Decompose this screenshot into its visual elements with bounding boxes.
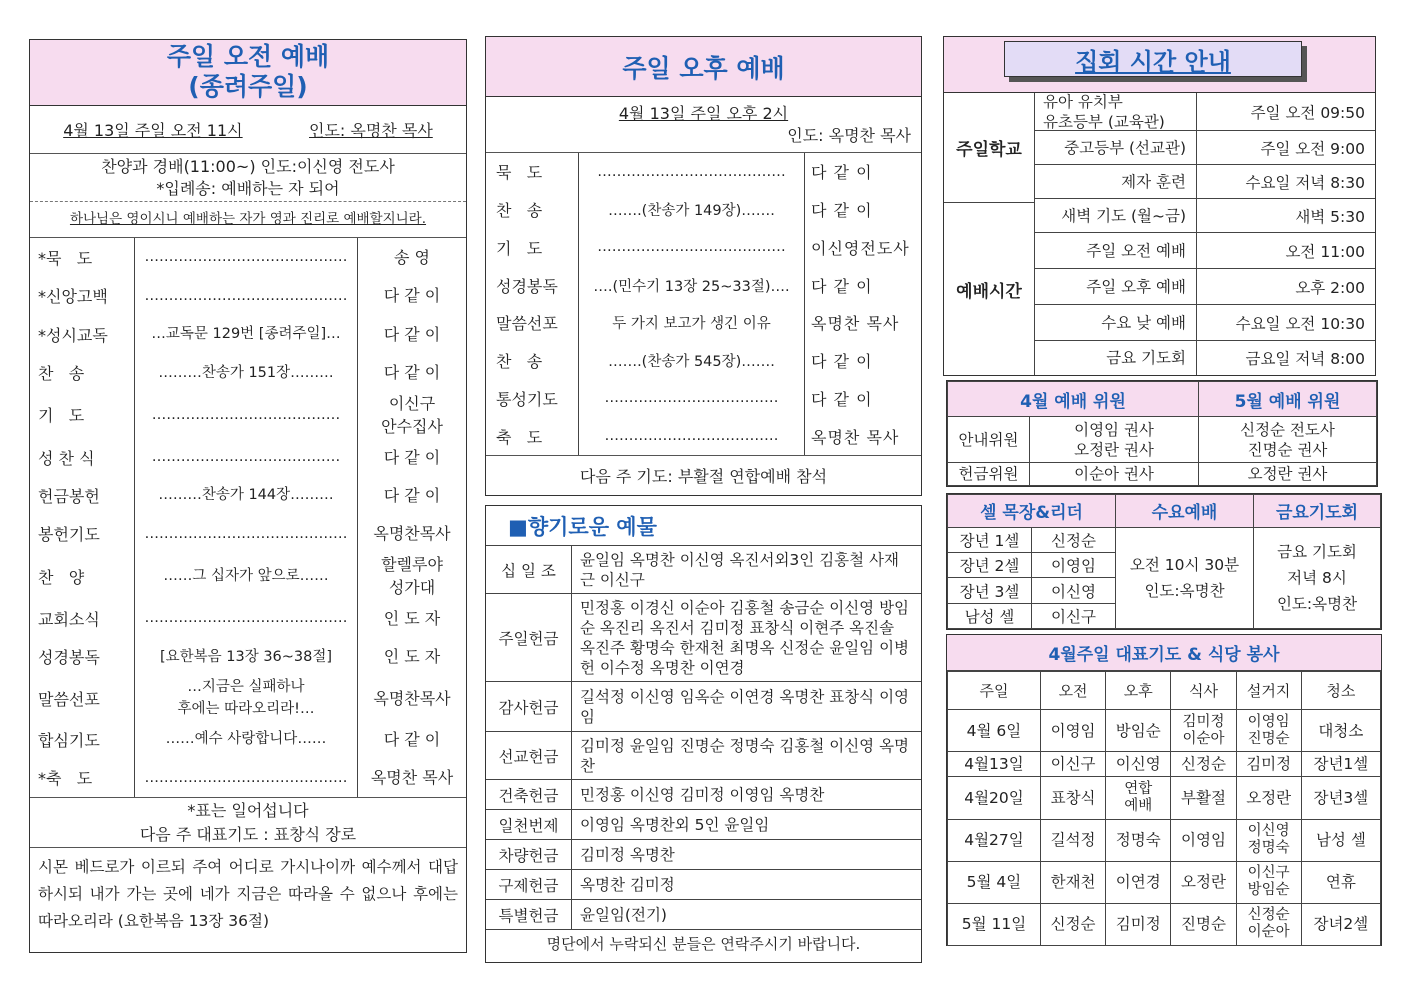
- order-leader: 이신구 안수집사: [381, 393, 443, 436]
- offering-label: 건축헌금: [486, 780, 572, 809]
- schedule-name: 주일 오후 예배: [1035, 269, 1197, 304]
- afternoon-title: 주일 오후 예배: [622, 53, 785, 83]
- order-label: 교회소식: [38, 609, 100, 629]
- order-leader: 다 같 이: [383, 485, 441, 505]
- cell-header: 셀 목장&리더: [948, 495, 1116, 528]
- duty-cell: 대청소: [1301, 710, 1380, 752]
- order-leader: 옥명찬목사: [373, 524, 451, 544]
- schedule-time: 수요일 저녁 8:30: [1245, 173, 1365, 192]
- order-leader: 다 같 이: [383, 447, 441, 467]
- duty-cell: 이연경: [1106, 861, 1171, 903]
- wed-header: 수요예배: [1116, 495, 1254, 528]
- committee-row: [948, 462, 1377, 485]
- cell-name: 남성 셀: [948, 603, 1032, 628]
- order-leader: 다 같 이: [811, 276, 873, 296]
- next-prayer: 다음 주 대표기도 : 표창식 장로: [139, 825, 357, 844]
- morning-order-item: [30, 638, 466, 676]
- offering-names: 윤일임(전기): [580, 905, 667, 924]
- order-label: 기 도: [38, 406, 85, 426]
- offering-row: [486, 780, 921, 810]
- order-leader: 다 같 이: [383, 729, 441, 749]
- offering-names: 윤일임 옥명찬 이신영 옥진서외3인 김홍철 사재근 이신구: [580, 550, 899, 589]
- offering-title: ■향기로운 예물: [508, 514, 657, 539]
- wed-info: 오전 10시 30분 인도:옥명찬: [1116, 527, 1254, 628]
- offering-notice-text: 명단에서 누락되신 분들은 연락주시기 바랍니다.: [546, 935, 861, 953]
- stand-note: *표는 일어섭니다: [187, 801, 309, 820]
- offering-names: 이영임 옥명찬외 5인 윤일임: [580, 815, 770, 834]
- cell-leader: 신정순: [1032, 527, 1116, 552]
- order-leader: 다 같 이: [811, 201, 873, 221]
- schedule-rows: [1035, 93, 1375, 375]
- afternoon-order-item: [486, 304, 921, 342]
- morning-verse: [30, 202, 466, 238]
- duty-cell: 이신영 정명숙: [1236, 819, 1301, 861]
- cell-leader: 이신구: [1032, 603, 1116, 628]
- scripture-quote: 시몬 베드로가 이르되 주여 어디로 가시나이까 예수께서 대답하시되 내가 가는 곳에 네가 지금은 따라올 수 없으나 후에는 따라오리라 (요한복음 13장 36절): [38, 858, 458, 930]
- schedule-row: [1035, 165, 1375, 199]
- morning-subtitle: (종려주일): [188, 72, 308, 101]
- offering-row: [486, 870, 921, 900]
- duty-cell: 4월 6일: [948, 710, 1041, 752]
- schedule-name: 수요 낮 예배: [1035, 305, 1197, 340]
- morning-praise: [30, 154, 466, 202]
- duty-col-header: 청소: [1301, 672, 1380, 710]
- duty-cell: 진명순: [1171, 903, 1236, 945]
- duty-cell: 길석정: [1040, 819, 1105, 861]
- order-label: 합심기도: [38, 730, 100, 750]
- duty-cell: 한재천: [1040, 861, 1105, 903]
- offering-label: 차량헌금: [486, 840, 572, 869]
- order-label: 헌금봉헌: [38, 486, 100, 506]
- morning-title: 주일 오전 예배: [166, 42, 330, 71]
- cell-name: 장년 3셀: [948, 578, 1032, 603]
- order-detail: …………………………………: [578, 229, 805, 267]
- order-detail: ……………………………………: [134, 515, 358, 553]
- duty-cell: 장년1셀: [1301, 752, 1380, 777]
- offering-label: 주일헌금: [486, 594, 572, 681]
- morning-order-item: [30, 676, 466, 720]
- morning-order-item: [30, 276, 466, 314]
- duty-table: [947, 671, 1381, 946]
- schedule-row: [1035, 305, 1375, 341]
- duty-cell: 이신구 방임순: [1236, 861, 1301, 903]
- duty-row: [948, 752, 1381, 777]
- duty-header: [947, 635, 1381, 671]
- duty-cell: 표창식: [1040, 777, 1105, 819]
- duty-cell: 연합 예배: [1106, 777, 1171, 819]
- duty-cell: 5월 11일: [948, 903, 1041, 945]
- duty-col-header: 주일: [948, 672, 1041, 710]
- order-leader: 할렐루야 성가대: [381, 555, 443, 598]
- cell-leader: 이영임: [1032, 553, 1116, 578]
- committee-panel: [946, 380, 1378, 487]
- order-label: 성경봉독: [38, 648, 100, 668]
- order-leader: 다 같 이: [811, 163, 873, 183]
- order-detail: …………………………………: [134, 392, 358, 438]
- morning-order-item: [30, 720, 466, 758]
- duty-cell: 오정란: [1236, 777, 1301, 819]
- entrance-song: *입례송: 예배하는 자 되어: [156, 179, 340, 198]
- cell-row: [948, 527, 1381, 552]
- afternoon-next-prayer: [486, 456, 921, 494]
- order-label: *묵 도: [38, 248, 93, 268]
- duty-row: [948, 819, 1381, 861]
- morning-order-list: [30, 238, 466, 798]
- offering-label: 선교헌금: [486, 732, 572, 779]
- duty-cell: 연휴: [1301, 861, 1380, 903]
- duty-title: 4월주일 대표기도 & 식당 봉사: [1048, 645, 1280, 665]
- offering-label: 특별헌금: [486, 900, 572, 929]
- order-leader: 다 같 이: [383, 286, 441, 306]
- order-label: *성시교독: [38, 325, 108, 345]
- order-detail: …교독문 129번 [종려주일]…: [134, 315, 358, 353]
- schedule-time: 새벽 5:30: [1295, 207, 1365, 226]
- duty-cell: 4월27일: [948, 819, 1041, 861]
- duty-row: [948, 777, 1381, 819]
- duty-cell: 정명숙: [1106, 819, 1171, 861]
- afternoon-worship-panel: [485, 36, 922, 496]
- schedule-row: [1035, 233, 1375, 269]
- afternoon-next-prayer-text: 다음 주 기도: 부활절 연합예배 참석: [579, 466, 828, 486]
- offering-panel: [485, 505, 922, 963]
- committee-may: 신정순 전도사 진명순 권사: [1199, 417, 1377, 462]
- offering-row: [486, 546, 921, 594]
- afternoon-date: 4월 13일 주일 오후 2시: [618, 104, 789, 123]
- duty-row: [948, 861, 1381, 903]
- afternoon-order-item: [486, 380, 921, 418]
- duty-panel: [946, 634, 1382, 946]
- duty-col-header: 오전: [1040, 672, 1105, 710]
- order-label: 찬 송: [496, 352, 543, 372]
- schedule-row: [1035, 199, 1375, 233]
- cell-name: 장년 2셀: [948, 553, 1032, 578]
- offering-names: 김미정 윤일임 진명순 정명숙 김홍철 이신영 옥명찬: [580, 736, 910, 775]
- duty-cell: 신정순: [1171, 752, 1236, 777]
- offering-label: 십 일 조: [486, 546, 572, 593]
- order-detail: …………………………………: [134, 438, 358, 476]
- order-label: 찬 양: [38, 567, 85, 587]
- order-leader: 옥명찬목사: [373, 688, 451, 708]
- morning-order-item: [30, 353, 466, 391]
- order-label: 찬 송: [38, 364, 85, 384]
- order-leader: 이신영전도사: [811, 238, 910, 258]
- duty-cell: 김미정: [1236, 752, 1301, 777]
- order-label: *신앙고백: [38, 287, 108, 307]
- schedule-row: [1035, 93, 1375, 131]
- committee-table: [947, 381, 1377, 486]
- offering-row: [486, 900, 921, 930]
- schedule-name: 제자 훈련: [1035, 165, 1197, 198]
- offering-names: 민정홍 이신영 김미정 이영임 옥명찬: [580, 785, 825, 804]
- morning-order-item: [30, 759, 466, 797]
- duty-cell: 장년3셀: [1301, 777, 1380, 819]
- verse-text: 하나님은 영이시니 예배하는 자가 영과 진리로 예배할지니라.: [69, 211, 427, 227]
- order-label: 성경봉독: [496, 276, 558, 296]
- committee-april-header: 4월 예배 위원: [948, 382, 1199, 417]
- order-label: 봉헌기도: [38, 525, 100, 545]
- committee-row: [948, 417, 1377, 462]
- order-detail: ………………………………: [578, 380, 805, 418]
- order-leader: 다 같 이: [811, 389, 873, 409]
- schedule-name: 중고등부 (선교관): [1035, 131, 1197, 164]
- morning-header: [30, 40, 466, 106]
- fri-info: 금요 기도회 저녁 8시 인도:옥명찬: [1254, 527, 1381, 628]
- duty-col-header: 오후: [1106, 672, 1171, 710]
- morning-order-item: [30, 515, 466, 553]
- order-label: 기 도: [496, 238, 543, 258]
- duty-cell: 5월 4일: [948, 861, 1041, 903]
- duty-cell: 4월20일: [948, 777, 1041, 819]
- duty-cell: 이영임: [1171, 819, 1236, 861]
- offering-names: 민정홍 이경신 이순아 김홍철 송금순 이신영 방임순 옥진리 옥진서 김미정 표창식 이현주 옥진솔 옥진주 황명숙 한재천 최명옥 신정순 윤일임 이병헌 이수정 옥명찬 이연경: [580, 598, 910, 677]
- offering-list: [486, 546, 921, 930]
- cell-table: [947, 494, 1381, 629]
- offering-row: [486, 682, 921, 732]
- afternoon-order-item: [486, 191, 921, 229]
- order-label: 말씀선포: [38, 689, 100, 709]
- order-leader: 옥명찬 목사: [811, 427, 900, 447]
- cell-panel: [946, 493, 1382, 630]
- duty-cell: 이신구: [1040, 752, 1105, 777]
- offering-label: 일천번제: [486, 810, 572, 839]
- order-detail: ……………………………………: [134, 759, 358, 797]
- schedule-row: [1035, 269, 1375, 305]
- morning-order-item: [30, 476, 466, 514]
- order-label: 말씀선포: [496, 314, 558, 334]
- morning-worship-panel: [29, 39, 467, 953]
- schedule-title: 집회 시간 안내: [1075, 47, 1231, 76]
- order-detail: 두 가지 보고가 생긴 이유: [578, 304, 805, 342]
- schedule-name: 유아 유치부 유초등부 (교육관): [1035, 93, 1197, 130]
- order-detail: …………………………………: [578, 153, 805, 191]
- schedule-time: 주일 오전 9:00: [1260, 139, 1365, 158]
- order-label: 통성기도: [496, 389, 558, 409]
- committee-april: 이영임 권사 오정란 권사: [1030, 417, 1199, 462]
- order-leader: 인 도 자: [383, 608, 441, 628]
- schedule-row: [1035, 131, 1375, 165]
- schedule-row: [1035, 341, 1375, 375]
- duty-col-header: 식사: [1171, 672, 1236, 710]
- order-label: 찬 송: [496, 201, 543, 221]
- duty-cell: 남성 셀: [1301, 819, 1380, 861]
- schedule-time: 주일 오전 09:50: [1250, 103, 1365, 122]
- order-detail: ……………………………………: [134, 238, 358, 276]
- schedule-panel: [943, 36, 1376, 376]
- order-leader: 옥명찬 목사: [370, 768, 454, 788]
- committee-label: 헌금위원: [948, 462, 1030, 485]
- offering-row: [486, 840, 921, 870]
- afternoon-header: [486, 37, 921, 97]
- committee-may-header: 5월 예배 위원: [1199, 382, 1377, 417]
- morning-order-item: [30, 392, 466, 438]
- order-leader: 다 같 이: [383, 324, 441, 344]
- afternoon-order-item: [486, 342, 921, 380]
- offering-row: [486, 594, 921, 682]
- order-label: *축 도: [38, 769, 93, 789]
- offering-row: [486, 732, 921, 780]
- schedule-title-box: [1004, 41, 1302, 77]
- order-label: 묵 도: [496, 163, 543, 183]
- order-leader: 송 영: [394, 247, 430, 267]
- order-detail: ………찬송가 151장………: [134, 353, 358, 391]
- fri-header: 금요기도회: [1254, 495, 1381, 528]
- cell-name: 장년 1셀: [948, 527, 1032, 552]
- order-detail: ……그 십자가 앞으로……: [134, 553, 358, 599]
- order-detail: ………………………………: [578, 417, 805, 455]
- morning-date: 4월 13일 주일 오전 11시: [63, 121, 243, 140]
- order-leader: 다 같 이: [383, 363, 441, 383]
- order-detail: [요한복음 13장 36~38절]: [134, 638, 358, 676]
- duty-cell: 신정순: [1040, 903, 1105, 945]
- schedule-time: 수요일 오전 10:30: [1235, 314, 1365, 333]
- duty-col-header: 설거지: [1236, 672, 1301, 710]
- afternoon-order-item: [486, 153, 921, 191]
- duty-cell: 부활절: [1171, 777, 1236, 819]
- order-detail: ……………………………………: [134, 599, 358, 637]
- morning-leader: 인도: 옥명찬 목사: [309, 121, 433, 140]
- order-detail: …….(찬송가 149장)…….: [578, 191, 805, 229]
- duty-cell: 이영임 진명순: [1236, 710, 1301, 752]
- afternoon-order-item: [486, 266, 921, 304]
- schedule-name: 금요 기도회: [1035, 341, 1197, 375]
- morning-order-item: [30, 238, 466, 276]
- duty-row: [948, 903, 1381, 945]
- schedule-name: 새벽 기도 (월~금): [1035, 199, 1197, 232]
- schedule-time: 금요일 저녁 8:00: [1245, 350, 1365, 368]
- duty-cell: 김미정: [1106, 903, 1171, 945]
- schedule-body: [944, 93, 1375, 375]
- offering-label: 감사헌금: [486, 682, 572, 731]
- offering-label: 구제헌금: [486, 870, 572, 899]
- duty-cell: 신정순 이순아: [1236, 903, 1301, 945]
- morning-order-item: [30, 438, 466, 476]
- duty-cell: 4월13일: [948, 752, 1041, 777]
- order-label: 성 찬 식: [38, 448, 95, 468]
- committee-label: 안내위원: [948, 417, 1030, 462]
- morning-footer: [30, 798, 466, 848]
- offering-names: 옥명찬 김미정: [580, 875, 675, 894]
- worship-label: 예배시간: [956, 281, 1022, 302]
- offering-names: 길석정 이신영 임옥순 이연경 옥명찬 표창식 이영임: [580, 687, 910, 726]
- afternoon-order-list: [486, 153, 921, 456]
- offering-notice: [486, 930, 921, 957]
- order-detail: …….(찬송가 545장)…….: [578, 342, 805, 380]
- duty-row: [948, 710, 1381, 752]
- order-detail: …지금은 실패하나 후에는 따라오리라!…: [134, 676, 358, 720]
- duty-cell: 방임순: [1106, 710, 1171, 752]
- morning-order-item: [30, 553, 466, 599]
- duty-cell: 이영임: [1040, 710, 1105, 752]
- offering-header: [486, 506, 921, 546]
- duty-cell: 이신영: [1106, 752, 1171, 777]
- order-detail: ……예수 사랑합니다……: [134, 720, 358, 758]
- afternoon-order-item: [486, 229, 921, 267]
- offering-row: [486, 810, 921, 840]
- offering-names: 김미정 옥명찬: [580, 845, 675, 864]
- duty-cell: 장녀2셀: [1301, 903, 1380, 945]
- afternoon-leader: 인도: 옥명찬 목사: [787, 126, 911, 145]
- order-leader: 인 도 자: [383, 647, 441, 667]
- cell-leader: 이신영: [1032, 578, 1116, 603]
- schedule-time: 오전 11:00: [1285, 242, 1365, 261]
- morning-order-item: [30, 315, 466, 353]
- schedule-header: [944, 37, 1375, 93]
- order-detail: ………찬송가 144장………: [134, 476, 358, 514]
- committee-may: 오정란 권사: [1199, 462, 1377, 485]
- order-leader: 옥명찬 목사: [811, 314, 900, 334]
- praise-text: 찬양과 경배(11:00~) 인도:이신영 전도사: [101, 157, 395, 176]
- duty-cell: 김미정 이순아: [1171, 710, 1236, 752]
- order-detail: ……………………………………: [134, 276, 358, 314]
- order-detail: ….(민수기 13장 25~33절)….: [578, 266, 805, 304]
- committee-april: 이순아 권사: [1030, 462, 1199, 485]
- schedule-time: 오후 2:00: [1295, 278, 1365, 297]
- schedule-name: 주일 오전 예배: [1035, 233, 1197, 268]
- afternoon-date-row: [486, 97, 921, 153]
- duty-header-row: [948, 672, 1381, 710]
- morning-order-item: [30, 599, 466, 637]
- morning-date-row: [30, 106, 466, 154]
- duty-cell: 오정란: [1171, 861, 1236, 903]
- afternoon-order-item: [486, 417, 921, 455]
- order-leader: 다 같 이: [811, 352, 873, 372]
- schedule-labels: [944, 93, 1035, 375]
- school-label: 주일학교: [944, 93, 1034, 203]
- order-label: 축 도: [496, 427, 543, 447]
